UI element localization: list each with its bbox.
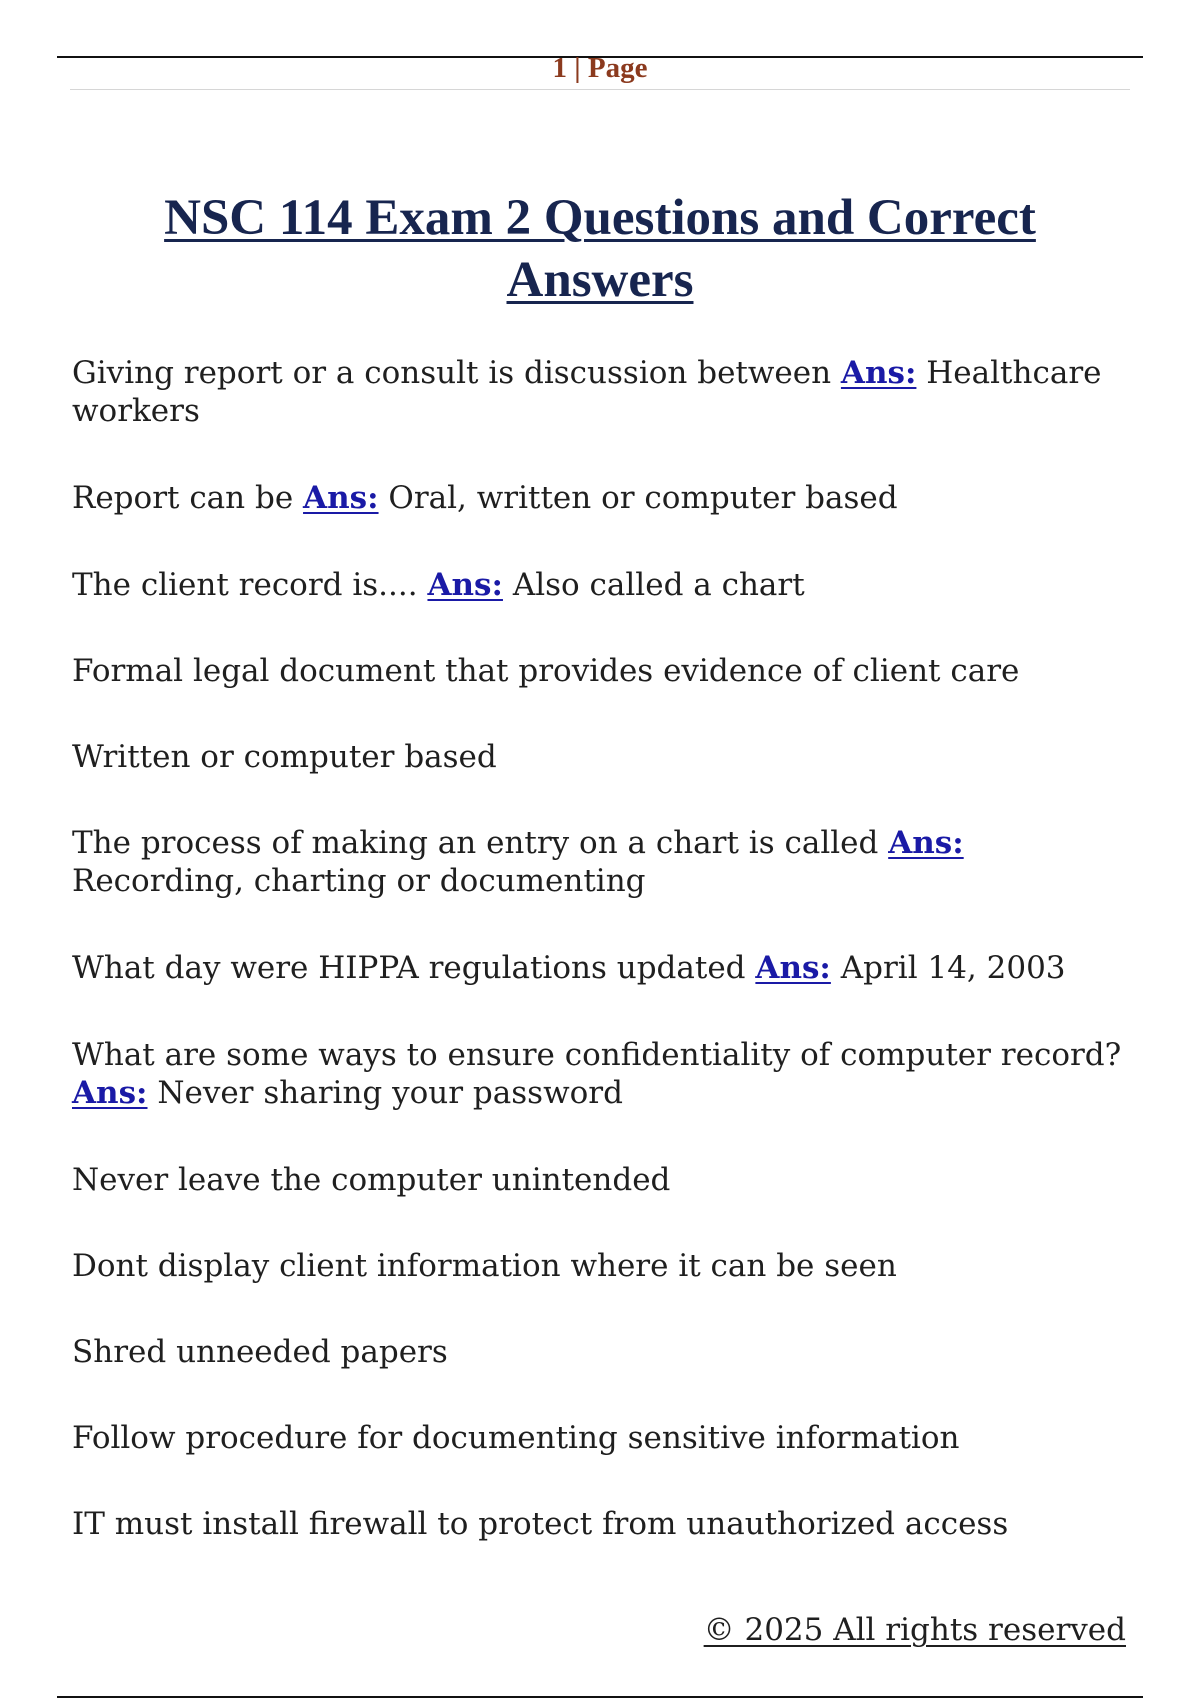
ans-link[interactable]: Ans: — [840, 355, 917, 391]
qa-entry-3 — [72, 566, 1142, 604]
ans-link[interactable]: Ans: — [303, 480, 379, 516]
answer-text: Recording, charting or documenting — [72, 863, 646, 899]
qa-entry-7 — [72, 949, 1142, 987]
ans-link[interactable]: Ans: — [888, 825, 964, 861]
ans-link[interactable]: Ans: — [755, 950, 831, 986]
text-entry-5: Written or computer based — [72, 739, 497, 775]
qa-entry-2 — [72, 479, 1142, 517]
text-entry-9: Never leave the computer unintended — [72, 1162, 671, 1198]
footer-rule — [57, 1696, 1143, 1698]
text-entry-10: Dont display client information where it can be seen — [72, 1248, 897, 1284]
page-number-header: 1 | Page — [552, 52, 648, 84]
answer-text: April 14, 2003 — [830, 950, 1066, 986]
question-text: The client record is.... — [72, 567, 428, 603]
text-entry-12: Follow procedure for documenting sensitive information — [72, 1420, 960, 1456]
ans-link[interactable]: Ans: — [72, 1075, 148, 1111]
text-entry-13: IT must install firewall to protect from unauthorized access — [72, 1506, 1009, 1542]
question-list — [72, 354, 1142, 1591]
answer-text: Never sharing your password — [147, 1075, 623, 1111]
answer-text: Healthcare workers — [72, 355, 1102, 429]
header-rule-bottom — [70, 89, 1130, 90]
document-title: NSC 114 Exam 2 Questions and Correct Answers — [164, 190, 1036, 308]
ans-link[interactable]: Ans: — [427, 567, 503, 603]
qa-entry-6 — [72, 824, 1142, 900]
copyright-footer: © 2025 All rights reserved — [703, 1612, 1126, 1648]
question-text: Giving report or a consult is discussion between — [72, 355, 841, 391]
question-text: Report can be — [72, 480, 304, 516]
question-text: What are some ways to ensure confidentiality of computer record? — [72, 1037, 1122, 1073]
question-text: The process of making an entry on a chart is called — [72, 825, 889, 861]
text-entry-4: Formal legal document that provides evidence of client care — [72, 653, 1020, 689]
answer-text: Also called a chart — [502, 567, 805, 603]
qa-entry-8 — [72, 1036, 1142, 1112]
text-entry-11: Shred unneeded papers — [72, 1334, 448, 1370]
answer-text: Oral, written or computer based — [378, 480, 898, 516]
question-text: What day were HIPPA regulations updated — [72, 950, 756, 986]
qa-entry-1 — [72, 354, 1142, 430]
